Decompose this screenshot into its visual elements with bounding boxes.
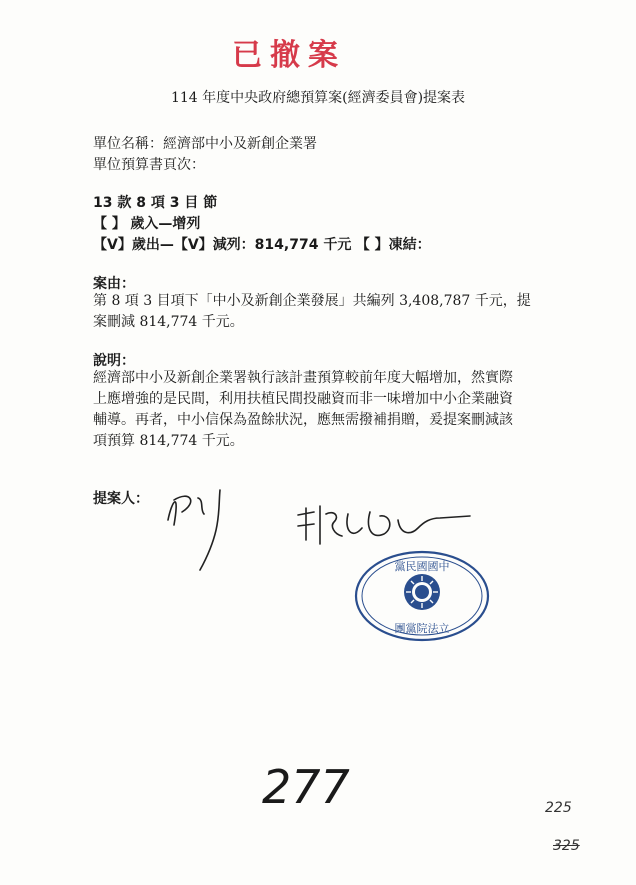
explanation-line: 項預算 814,774 千元。 <box>93 433 244 449</box>
expense-line <box>93 234 431 254</box>
signature-1 <box>160 480 270 580</box>
document-title: 114 年度中央政府總預算案(經濟委員會)提案表 <box>170 90 466 106</box>
unit-name-label: 單位名稱： <box>93 136 163 152</box>
unit-page-row <box>93 154 205 174</box>
explanation-body <box>93 368 553 452</box>
revenue-checkbox: 【 】 <box>93 216 126 232</box>
withdrawn-stamp: 已撤案 <box>232 38 346 73</box>
section-line: 13 款 8 項 3 目 節 <box>93 195 218 211</box>
explanation-heading: 說明： <box>93 353 135 369</box>
unit-name-row <box>93 133 317 153</box>
expense-checkbox: 【V】 <box>93 237 132 253</box>
unit-page-label: 單位預算書頁次： <box>93 157 205 173</box>
page-number: 277 <box>262 760 350 814</box>
seal-top-text: 黨民國國中 <box>394 560 450 573</box>
explanation-line: 經濟部中小及新創企業署執行該計畫預算較前年度大幅增加，然實際 <box>93 370 513 386</box>
explanation-line: 輔導。再者，中小信保為盈餘狀況，應無需撥補捐贈，爰提案刪減該 <box>93 412 513 428</box>
explanation-line: 上應增強的是民間，利用扶植民間投融資而非一味增加中小企業融資 <box>93 391 513 407</box>
case-body <box>93 291 553 333</box>
margin-note: 225 <box>545 800 572 816</box>
reduce-checkbox: 【V】 <box>173 237 213 253</box>
unit-name-value: 經濟部中小及新創企業署 <box>163 136 317 152</box>
case-heading: 案由： <box>93 276 135 292</box>
reduce-text: 減列：814,774 千元 <box>212 237 352 253</box>
case-line: 第 8 項 3 目項下「中小及新創企業發展」共編列 3,408,787 千元，提 <box>93 293 531 309</box>
expense-text: 歲出— <box>131 237 174 253</box>
signature-2 <box>290 500 490 550</box>
freeze-checkbox: 【 】 <box>355 237 389 253</box>
revenue-text: 歲入—增列 <box>130 216 201 232</box>
case-line: 案刪減 814,774 千元。 <box>93 314 244 330</box>
proposer-label: 提案人： <box>93 491 149 507</box>
revenue-line <box>93 213 200 233</box>
margin-note-crossed: 325 <box>553 838 580 854</box>
freeze-text: 凍結： <box>388 237 431 253</box>
seal-bottom-text: 團黨院法立 <box>394 622 450 635</box>
legislative-yuan-seal <box>352 548 492 644</box>
